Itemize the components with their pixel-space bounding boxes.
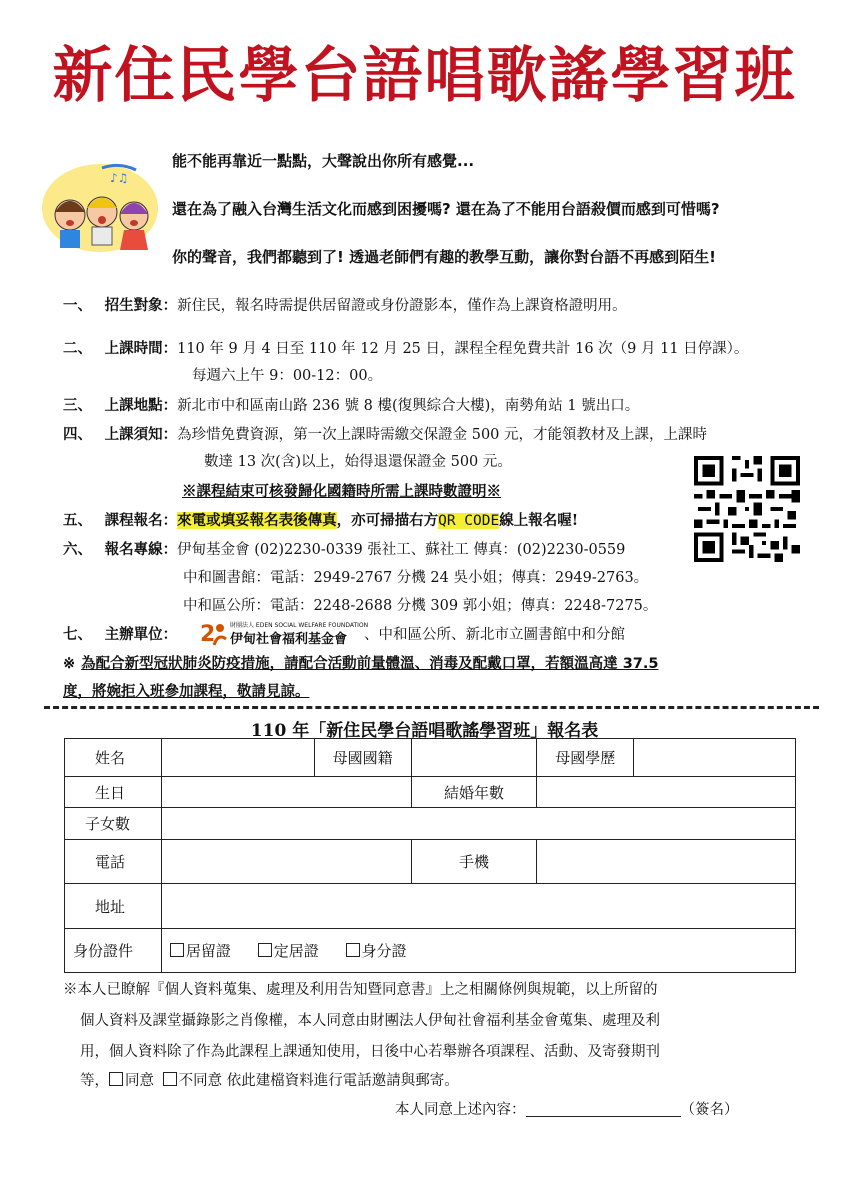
signature-line <box>395 1095 739 1126</box>
signature-suffix: （簽名） <box>680 1102 739 1118</box>
registration-form-table <box>64 738 796 973</box>
eden-logo <box>200 619 369 649</box>
option-settlement-permit: 定居證 <box>273 942 319 960</box>
consent-line-3: 用，個人資料除了作為此課程上課通知使用，日後中心若舉辦各項課程、活動、及寄發期刊 <box>80 1044 660 1060</box>
singing-kids-illustration <box>40 160 160 265</box>
hotline-district-office: 中和區公所：電話：2248-2688 分機 309 郭小姐；傳真：2248-7275。 <box>183 598 658 614</box>
consent-text: 等， <box>80 1073 109 1089</box>
certificate-note: ※課程結束可核發歸化國籍時所需上課時數證明※ <box>182 483 501 500</box>
section-time-line-2: 每週六上午 9：00-12：00。 <box>192 368 383 384</box>
section-label: 上課須知： <box>104 426 178 443</box>
qr-code-highlight: QR CODE <box>438 513 500 529</box>
section-label: 招生對象： <box>104 297 178 314</box>
hotline-eden: 伊甸基金會 (02)2230-0339 張社工、蘇社工 傳真：(02)2230-0559 <box>177 542 626 558</box>
section-register <box>63 510 578 532</box>
option-agree: 同意 <box>125 1073 154 1089</box>
checkbox-disagree[interactable] <box>163 1072 177 1086</box>
note-mark: ※ <box>63 655 76 672</box>
svg-text:2: 2 <box>200 622 216 647</box>
label-children: 子女數 <box>65 808 162 840</box>
covid-note-line-2: 度，將婉拒入班參加課程，敬請見諒。 <box>63 684 310 700</box>
consent-text-end: 依此建檔資料進行電話邀請與郵寄。 <box>222 1073 459 1089</box>
section-time <box>63 338 748 360</box>
input-phone[interactable] <box>161 840 411 884</box>
input-nationality[interactable] <box>411 739 537 777</box>
checkbox-settlement-permit[interactable] <box>258 943 272 957</box>
page-title: 新住民學台語唱歌謠學習班 <box>52 41 797 111</box>
section-number: 六、 <box>63 541 92 558</box>
label-married-years: 結婚年數 <box>411 777 537 808</box>
section-location <box>63 395 639 417</box>
section-hotline <box>63 539 625 561</box>
input-address[interactable] <box>161 884 795 929</box>
intro-line-1: 能不能再靠近一點點，大聲說出你所有感覺... <box>172 152 475 170</box>
section-number: 一、 <box>63 297 92 314</box>
section-notice-line-2: 數達 13 次(含)以上，始得退還保證金 500 元。 <box>204 454 512 470</box>
section-organizer <box>63 624 177 646</box>
label-name: 姓名 <box>65 739 162 777</box>
label-birthday: 生日 <box>65 777 162 808</box>
svg-text:♪♫: ♪♫ <box>110 171 129 185</box>
option-disagree: 不同意 <box>178 1073 223 1089</box>
input-name[interactable] <box>161 739 314 777</box>
signature-field[interactable] <box>526 1096 681 1117</box>
eden-logo-icon <box>200 619 228 647</box>
section-number: 五、 <box>63 512 92 529</box>
section-notice <box>63 424 707 446</box>
covid-note-line-1 <box>63 653 658 675</box>
hotline-library: 中和圖書館：電話：2949-2767 分機 24 吳小姐；傳真：2949-2763。 <box>183 570 649 586</box>
checkbox-residence-permit[interactable] <box>170 943 184 957</box>
section-label: 主辦單位： <box>104 626 178 643</box>
section-label: 報名專線： <box>104 541 178 558</box>
form-title: 110 年「新住民學台語唱歌謠學習班」報名表 <box>250 721 599 741</box>
section-label: 上課時間： <box>104 340 178 357</box>
fax-highlight: 傳真 <box>307 512 337 529</box>
eden-logo-name: 伊甸社會福利基金會 <box>230 632 348 647</box>
checkbox-id-card[interactable] <box>346 943 360 957</box>
option-id-card: 身分證 <box>361 942 407 960</box>
register-text-end: 線上報名喔! <box>499 512 579 529</box>
register-text: ，亦可掃描右方 <box>336 512 439 529</box>
label-address: 地址 <box>65 884 162 929</box>
section-number: 七、 <box>63 626 92 643</box>
label-phone: 電話 <box>65 840 162 884</box>
section-number: 四、 <box>63 426 92 443</box>
cut-line-divider <box>44 706 819 709</box>
section-target <box>63 295 627 317</box>
section-text: 新住民，報名時需提供居留證或身份證影本，僅作為上課資格證明用。 <box>177 298 627 314</box>
checkbox-agree[interactable] <box>109 1072 123 1086</box>
section-number: 三、 <box>63 397 92 414</box>
input-mobile[interactable] <box>537 840 796 884</box>
consent-line-2: 個人資料及課堂攝錄影之肖像權，本人同意由財團法人伊甸社會福利基金會蒐集、處理及利 <box>80 1013 660 1029</box>
intro-line-3: 你的聲音，我們都聽到了! 透過老師們有趣的教學互動，讓你對台語不再感到陌生! <box>172 248 716 266</box>
co-organizers: 、中和區公所、新北市立圖書館中和分館 <box>364 627 625 643</box>
intro-line-2: 還在為了融入台灣生活文化而感到困擾嗎? 還在為了不能用台語殺價而感到可惜嗎? <box>172 200 720 218</box>
qr-code-icon[interactable] <box>694 456 800 562</box>
register-highlight: 來電或填妥報名表後 <box>177 512 308 529</box>
consent-line-4 <box>80 1066 459 1097</box>
input-birthday[interactable] <box>161 777 411 808</box>
label-nationality: 母國國籍 <box>314 739 411 777</box>
input-married-years[interactable] <box>537 777 796 808</box>
option-residence-permit: 居留證 <box>185 942 231 960</box>
section-text: 110 年 9 月 4 日至 110 年 12 月 25 日，課程全程免費共計 16 次（9 月 11 日停課）。 <box>177 341 749 357</box>
section-label: 上課地點： <box>104 397 178 414</box>
input-education[interactable] <box>634 739 796 777</box>
eden-logo-small-text: 財團法人 EDEN SOCIAL WELFARE FOUNDATION <box>230 622 369 629</box>
section-text: 為珍惜免費資源，第一次上課時需繳交保證金 500 元，才能領教材及上課，上課時 <box>177 427 708 443</box>
consent-line-1: ※本人已瞭解『個人資料蒐集、處理及利用告知暨同意書』上之相關條例與規範，以上所留的 <box>63 982 658 998</box>
section-number: 二、 <box>63 340 92 357</box>
label-mobile: 手機 <box>411 840 537 884</box>
signature-label: 本人同意上述內容： <box>395 1102 526 1118</box>
covid-note-text: 為配合新型冠狀肺炎防疫措施，請配合活動前量體溫、消毒及配戴口罩，若額溫高達 37.5 <box>81 656 659 672</box>
id-document-options <box>161 929 795 973</box>
label-id-document: 身份證件 <box>65 929 162 973</box>
section-text: 新北市中和區南山路 236 號 8 樓(復興綜合大樓)，南勢角站 1 號出口。 <box>177 398 640 414</box>
input-children[interactable] <box>161 808 795 840</box>
label-education: 母國學歷 <box>537 739 634 777</box>
section-label: 課程報名： <box>104 512 178 529</box>
